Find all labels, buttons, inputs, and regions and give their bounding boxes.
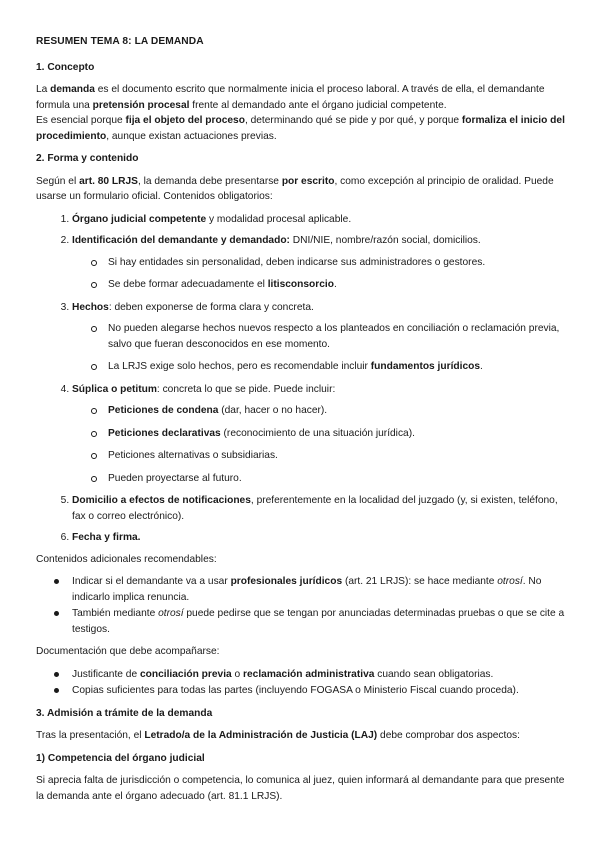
list-item: 5. Domicilio a efectos de notificaciones, preferentemente en la localidad del juzgado (y, si existen, teléfono, fax o correo electrónico). [72,493,566,524]
sub-list-item: Peticiones de condena (dar, hacer o no hacer). [108,403,566,419]
list-item: Copias suficientes para todas las partes (incluyendo FOGASA o Ministerio Fiscal cuando proceda). [72,683,566,699]
sub-list-item: Pueden proyectarse al futuro. [108,471,566,487]
competencia-subheading: 1) Competencia del órgano judicial [36,752,205,764]
sub-list-item: Si hay entidades sin personalidad, deben indicarse sus administradores o gestores. [108,255,566,271]
list-item: 4. Súplica o petitum: concreta lo que se pide. Puede incluir: Peticiones de condena (dar, hacer o no hacer). Peticiones declarativas (reconocimiento de una situación jurídica). Peticiones alternativas o subsidiarias. Pueden proyectarse al futuro. [72,382,566,487]
sub-list [72,403,566,486]
list-item: 3. Hechos: deben exponerse de forma clara y concreta. No pueden alegarse hechos nuevos respecto a los planteados en conciliación o reclamación previa, salvo que fueran desconocidos en ese momento. La LRJS exige solo hechos, pero es recomendable incluir fundamentos jurídicos. [72,300,566,375]
mandatory-contents-list [36,212,566,546]
concepto-paragraph-1: La demanda es el documento escrito que normalmente inicia el proceso laboral. A través de ella, el demandante formula una pretensión procesal frente al demandado ante el órgano judicial competente. Es esencial porque fija el objeto del proceso, determinando qué se pide y por qué, y porque formaliza el inicio del procedimiento, aunque existan actuaciones previas. [36,84,565,142]
list-item: Indicar si el demandante va a usar profesionales jurídicos (art. 21 LRJS): se hace mediante otrosí. No indicarlo implica renuncia. [72,574,566,605]
sub-list [72,321,566,375]
sub-list-item: Peticiones alternativas o subsidiarias. [108,448,566,464]
list-item: 6. Fecha y firma. [72,530,566,546]
section-2-heading: 2. Forma y contenido [36,153,139,164]
list-item: También mediante otrosí puede pedirse que se tengan por anunciadas determinadas pruebas o que se cite a testigos. [72,606,566,637]
sub-list-item: La LRJS exige solo hechos, pero es recomendable incluir fundamentos jurídicos. [108,359,566,375]
document-page [36,34,566,811]
forma-intro-paragraph: Según el art. 80 LRJS, la demanda debe presentarse por escrito, como excepción al principio de oralidad. Puede usarse un formulario oficial. Contenidos obligatorios: [36,175,554,202]
document-title: RESUMEN TEMA 8: LA DEMANDA [36,36,204,47]
documentation-label: Documentación que debe acompañarse: [36,646,220,657]
admision-intro-paragraph: Tras la presentación, el Letrado/a de la Administración de Justicia (LAJ) debe comprobar dos aspectos: [36,730,520,741]
sub-list-item: Se debe formar adecuadamente el litisconsorcio. [108,277,566,293]
list-item: Justificante de conciliación previa o reclamación administrativa cuando sean obligatorias. [72,667,566,683]
sub-list [72,255,566,293]
list-item: 2. Identificación del demandante y demandado: DNI/NIE, nombre/razón social, domicilios. Si hay entidades sin personalidad, deben indicarse sus administradores o gestores. Se debe formar adecuadamente el litisconsorcio. [72,233,566,293]
additional-contents-label: Contenidos adicionales recomendables: [36,553,217,565]
competencia-paragraph: Si aprecia falta de jurisdicción o competencia, lo comunica al juez, quien informará al demandante para que presente la demanda ante el órgano adecuado (art. 81.1 LRJS). [36,775,565,802]
section-3-heading: 3. Admisión a trámite de la demanda [36,707,213,719]
list-item: 1. Órgano judicial competente y modalidad procesal aplicable. [72,212,566,228]
additional-contents-list [36,574,566,637]
sub-list-item: Peticiones declarativas (reconocimiento de una situación jurídica). [108,426,566,442]
section-1-heading: 1. Concepto [36,61,95,73]
documentation-list [36,667,566,699]
sub-list-item: No pueden alegarse hechos nuevos respecto a los planteados en conciliación o reclamación previa, salvo que fueran desconocidos en ese momento. [108,321,566,352]
